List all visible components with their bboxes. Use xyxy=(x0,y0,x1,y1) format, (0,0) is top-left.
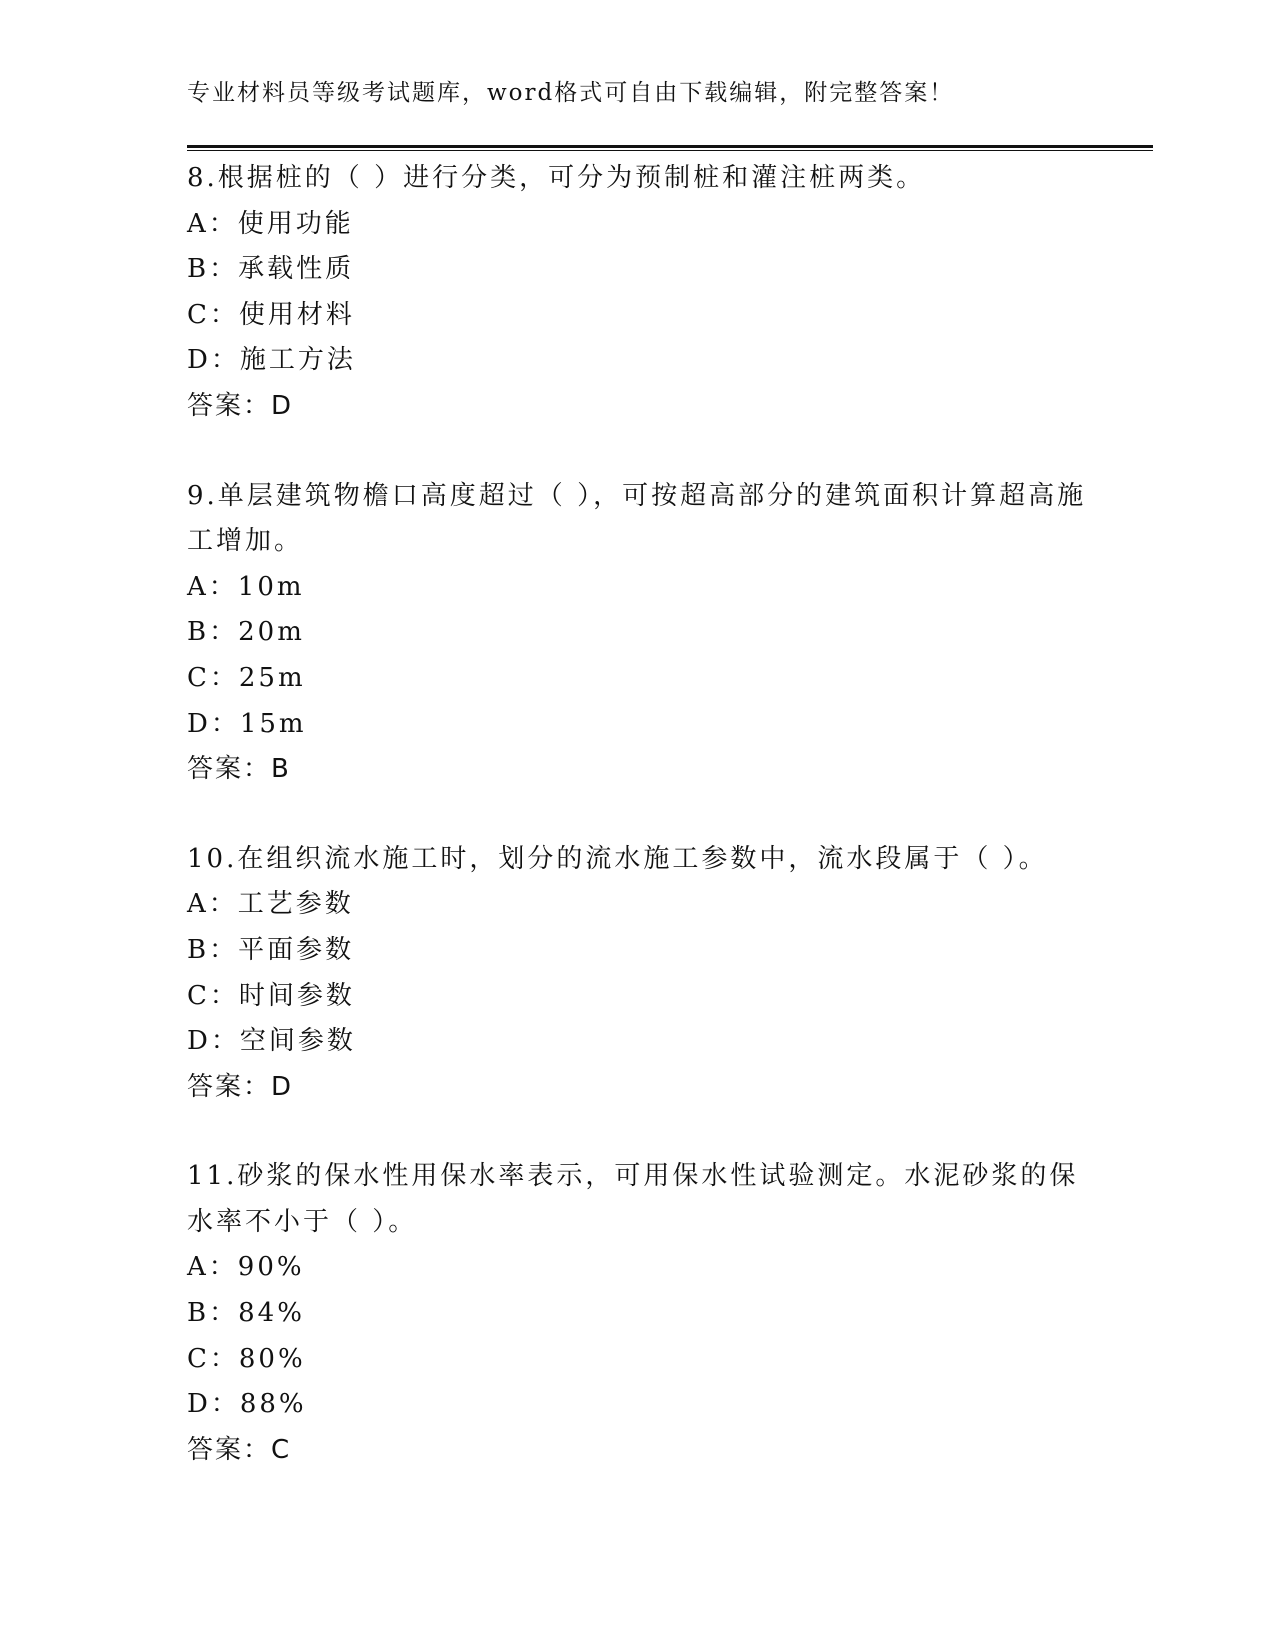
option-b: B：平面参数 xyxy=(187,934,355,965)
option-a: A：10m xyxy=(187,571,305,602)
answer: 答案：C xyxy=(187,1434,292,1465)
answer: 答案：B xyxy=(187,754,291,785)
question-10 xyxy=(187,837,1087,1111)
question-text: 11.砂浆的保水性用保水率表示，可用保水性试验测定。水泥砂浆的保水率不小于（ ）。 xyxy=(187,1161,1079,1237)
option-c: C：使用材料 xyxy=(187,299,355,330)
header-rule-thick xyxy=(187,145,1153,148)
question-text: 9.单层建筑物檐口高度超过（ ），可按超高部分的建筑面积计算超高施工增加。 xyxy=(187,480,1087,557)
option-d: D：施工方法 xyxy=(187,345,356,376)
option-b: B：84% xyxy=(187,1298,305,1329)
option-c: C：25m xyxy=(187,662,306,693)
option-d: D：15m xyxy=(187,708,307,739)
question-8 xyxy=(187,156,1087,430)
question-9 xyxy=(187,474,1087,793)
option-b: B：20m xyxy=(187,617,305,648)
option-a: A：90% xyxy=(187,1252,305,1283)
option-c: C：80% xyxy=(187,1343,306,1374)
header-rule-thin xyxy=(187,150,1153,151)
option-a: A：工艺参数 xyxy=(187,889,354,920)
option-c: C：时间参数 xyxy=(187,980,355,1011)
question-text: 10.在组织流水施工时，划分的流水施工参数中，流水段属于（ ）。 xyxy=(187,843,1048,874)
option-d: D：空间参数 xyxy=(187,1026,356,1057)
question-text: 8.根据桩的（ ）进行分类，可分为预制桩和灌注桩两类。 xyxy=(187,163,926,193)
question-11 xyxy=(187,1154,1087,1473)
question-list xyxy=(187,156,1087,1517)
option-a: A：使用功能 xyxy=(187,208,354,239)
answer: 答案：D xyxy=(187,1071,294,1102)
answer: 答案：D xyxy=(187,390,294,421)
option-d: D：88% xyxy=(187,1389,307,1420)
option-b: B：承载性质 xyxy=(187,254,355,285)
header-text: 专业材料员等级考试题库，word格式可自由下载编辑，附完整答案！ xyxy=(187,80,955,106)
